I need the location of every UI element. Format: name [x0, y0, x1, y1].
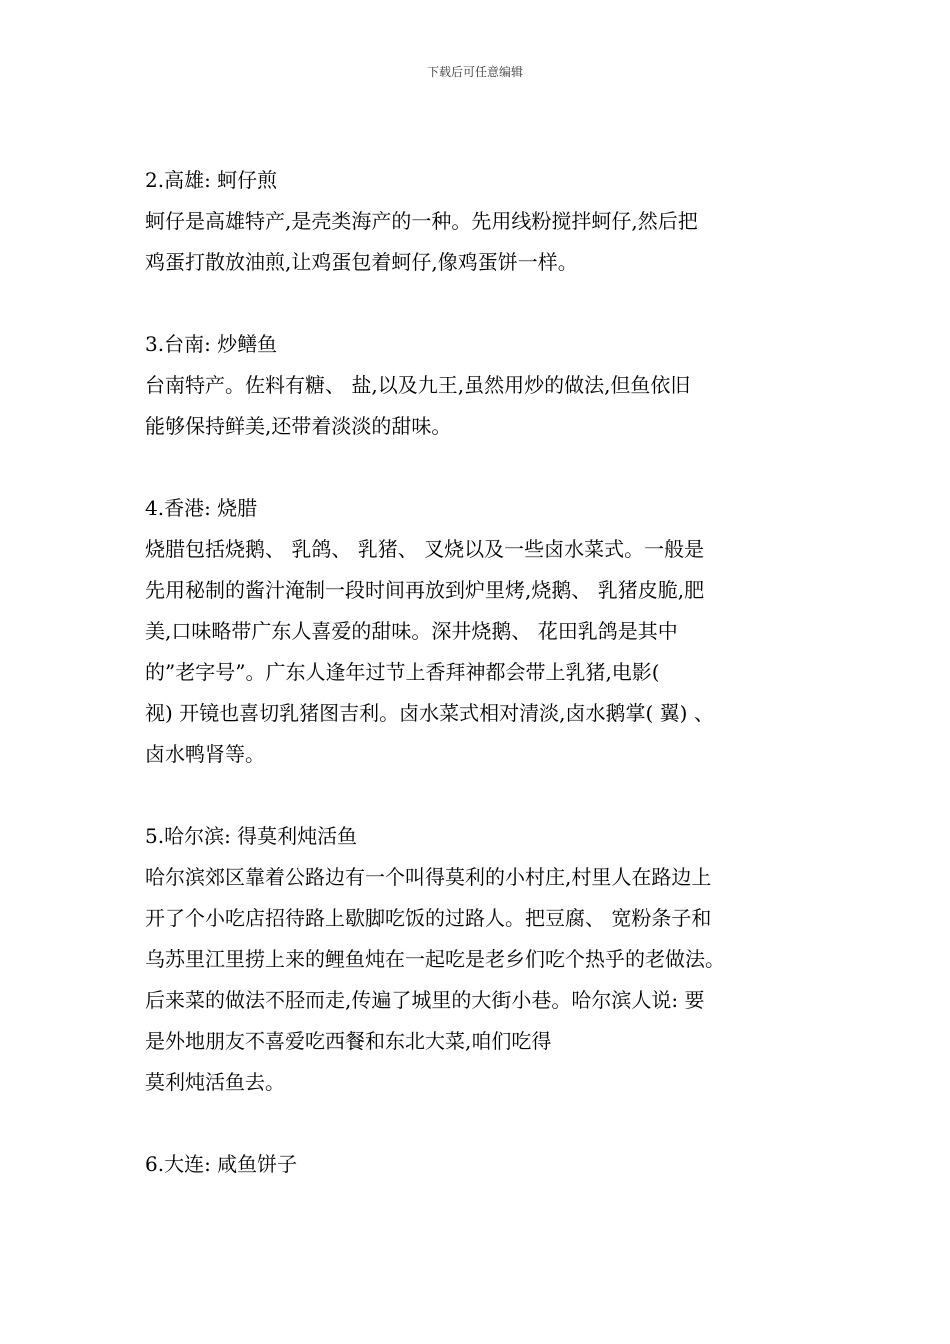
paragraph-line: 烧腊包括烧鹅、 乳鸽、 乳猪、 叉烧以及一些卤水菜式。一般是	[145, 537, 705, 561]
paragraph-line: 后来菜的做法不胫而走,传遍了城里的大街小巷。哈尔滨人说: 要	[145, 988, 705, 1012]
section-title: 4.香港: 烧腊	[145, 496, 258, 520]
paragraph-line: 乌苏里江里捞上来的鲤鱼炖在一起吃是老乡们吃个热乎的老做法。	[145, 947, 725, 971]
section-kaohsiung	[145, 160, 825, 283]
section-hongkong	[145, 488, 825, 775]
section-dalian	[145, 1144, 825, 1185]
paragraph-line: 蚵仔是高雄特产,是壳类海产的一种。先用线粉搅拌蚵仔,然后把	[145, 209, 698, 233]
paragraph-line: 的”老字号”。广东人逢年过节上香拜神都会带上乳猪,电影(	[145, 660, 660, 684]
section-title: 6.大连: 咸鱼饼子	[145, 1152, 298, 1176]
paragraph-line: 台南特产。佐料有糖、 盐,以及九王,虽然用炒的做法,但鱼依旧	[145, 373, 691, 397]
section-title: 3.台南: 炒鳝鱼	[145, 332, 278, 356]
page-header: 下载后可任意编辑	[426, 65, 523, 79]
paragraph-line: 卤水鸭肾等。	[145, 742, 265, 766]
document-body	[145, 160, 825, 1226]
paragraph-line: 美,口味略带广东人喜爱的甜味。深井烧鹅、 花田乳鸽是其中	[145, 619, 678, 643]
paragraph-line: 哈尔滨郊区靠着公路边有一个叫得莫利的小村庄,村里人在路边上	[145, 865, 712, 889]
paragraph-line: 开了个小吃店招待路上歇脚吃饭的过路人。把豆腐、 宽粉条子和	[145, 906, 712, 930]
paragraph-line: 莫利炖活鱼去。	[145, 1070, 285, 1094]
section-harbin	[145, 816, 825, 1103]
paragraph-line: 视) 开镜也喜切乳猪图吉利。卤水菜式相对清淡,卤水鹅掌( 翼) 、	[145, 701, 714, 725]
section-title: 5.哈尔滨: 得莫利炖活鱼	[145, 824, 358, 848]
paragraph-line: 能够保持鲜美,还带着淡淡的甜味。	[145, 414, 452, 438]
paragraph-line: 鸡蛋打散放油煎,让鸡蛋包着蚵仔,像鸡蛋饼一样。	[145, 250, 578, 274]
section-tainan	[145, 324, 825, 447]
paragraph-line: 先用秘制的酱汁淹制一段时间再放到炉里烤,烧鹅、 乳猪皮脆,肥	[145, 578, 705, 602]
paragraph-line: 是外地朋友不喜爱吃西餐和东北大菜,咱们吃得	[145, 1029, 552, 1053]
section-title: 2.高雄: 蚵仔煎	[145, 168, 278, 192]
